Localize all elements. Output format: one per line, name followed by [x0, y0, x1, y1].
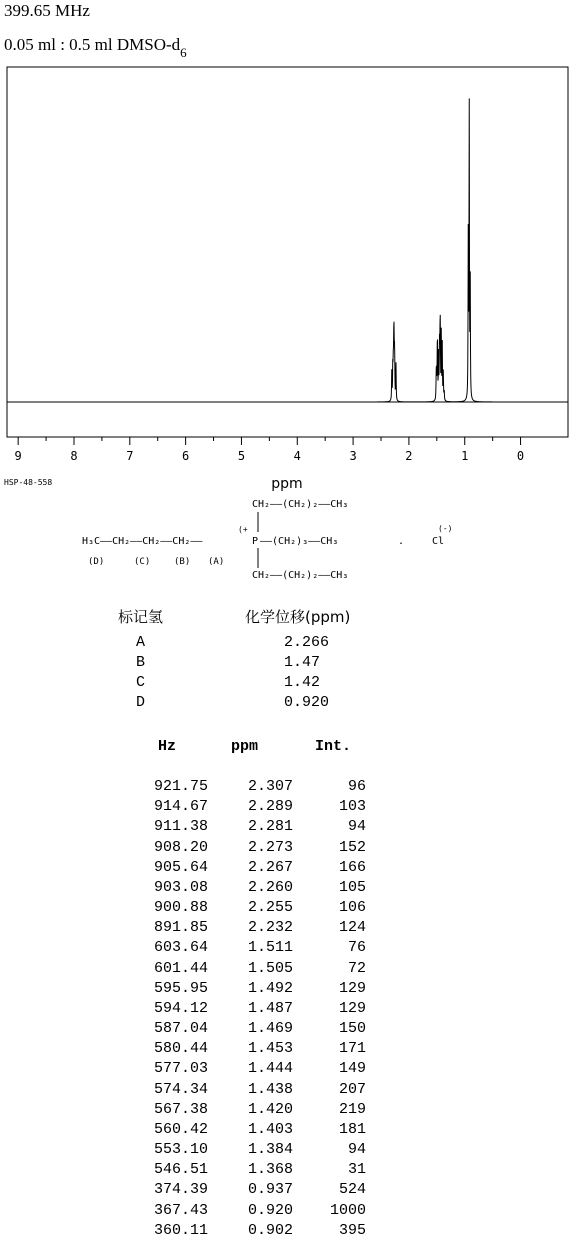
int-value: 1000 [329, 1201, 366, 1219]
table-row [140, 798, 380, 818]
table-row [140, 1101, 380, 1121]
hz-value: 921.75 [153, 778, 208, 795]
label-c: (C) [134, 557, 151, 567]
label-d: (D) [88, 557, 105, 567]
x-tick-label: 6 [182, 449, 190, 463]
table-row [140, 1081, 380, 1101]
hz-value: 903.08 [153, 878, 208, 896]
table-row [140, 980, 380, 1000]
ppm-value: 0.920 [247, 1201, 293, 1219]
x-axis-label: ppm [271, 476, 303, 492]
phosphorus: P [252, 536, 259, 547]
int-value: 76 [347, 939, 366, 957]
charge-plus: (+ [238, 525, 248, 534]
assignment-row [118, 694, 398, 714]
assignment-label: B [136, 654, 146, 671]
x-tick-label: 4 [293, 449, 301, 463]
int-value: 395 [338, 1221, 366, 1239]
top-chain: CH₂——(CH₂)₂——CH₃ [252, 499, 349, 510]
col-shift-header: 化学位移(ppm) [245, 608, 351, 626]
ppm-value: 1.505 [247, 959, 293, 977]
x-tick-label: 9 [14, 449, 22, 463]
ppm-value: 1.420 [247, 1100, 293, 1118]
table-row [140, 939, 380, 959]
assignment-row [118, 634, 398, 654]
ppm-value: 1.438 [247, 1080, 293, 1098]
int-value: 106 [338, 899, 366, 917]
hz-value: 914.67 [153, 798, 208, 816]
int-value: 105 [338, 878, 366, 896]
mid-chain: ——(CH₂)₃——CH₃ [260, 536, 339, 547]
ppm-value: 2.255 [247, 899, 293, 917]
table-row [140, 1060, 380, 1080]
x-tick-label: 0 [516, 449, 525, 463]
table-row [140, 818, 380, 838]
ppm-value: 2.260 [247, 878, 293, 896]
hz-value: 567.38 [153, 1100, 208, 1118]
int-value: 219 [338, 1100, 366, 1118]
hz-value: 553.10 [153, 1141, 208, 1159]
ppm-value: 2.307 [247, 778, 293, 795]
int-value: 94 [347, 1141, 366, 1159]
assignment-label: A [136, 634, 146, 651]
int-value: 149 [338, 1060, 366, 1078]
assignment-rows [118, 634, 398, 714]
hz-value: 603.64 [153, 939, 208, 957]
hz-value: 587.04 [153, 1020, 208, 1038]
label-b: (B) [174, 557, 191, 567]
int-value: 171 [338, 1040, 366, 1058]
table-row [140, 1020, 380, 1040]
table-row [140, 1202, 380, 1222]
table-row [140, 778, 380, 798]
table-row [140, 1181, 380, 1201]
hz-value: 546.51 [153, 1161, 208, 1179]
int-value: 94 [347, 818, 366, 836]
ppm-value: 0.902 [247, 1221, 293, 1239]
ppm-value: 2.289 [247, 798, 293, 816]
int-value: 129 [338, 979, 366, 997]
assignment-header [118, 604, 398, 634]
x-tick-label: 8 [70, 449, 78, 463]
hz-value: 891.85 [153, 919, 208, 937]
assignment-shift: 0.920 [284, 694, 330, 711]
chloride: Cl [432, 536, 445, 547]
assignment-label: D [136, 694, 146, 711]
ppm-value: 1.384 [247, 1141, 293, 1159]
assignment-shift: 1.42 [284, 674, 321, 691]
ppm-value: 1.444 [247, 1060, 293, 1078]
table-row [140, 1222, 380, 1242]
assignment-shift: 2.266 [284, 634, 330, 651]
int-value: 166 [338, 858, 366, 876]
structure-diagram [80, 494, 480, 586]
table-row [140, 1000, 380, 1020]
ppm-value: 2.281 [247, 818, 293, 836]
table-row [140, 1121, 380, 1141]
ppm-value: 1.511 [247, 939, 293, 957]
ppm-value: 1.487 [247, 999, 293, 1017]
assignment-row [118, 674, 398, 694]
hz-value: 577.03 [153, 1060, 208, 1078]
peak-table-rows [140, 778, 380, 1242]
table-row [140, 859, 380, 879]
int-value: 103 [338, 798, 366, 816]
int-value: 124 [338, 919, 366, 937]
hz-value: 580.44 [153, 1040, 208, 1058]
table-row [140, 899, 380, 919]
ppm-value: 1.403 [247, 1120, 293, 1138]
table-row [140, 839, 380, 859]
assignment-shift: 1.47 [284, 654, 321, 671]
ppm-value: 1.453 [247, 1040, 293, 1058]
solvent-label [4, 35, 187, 61]
x-tick-label: 3 [349, 449, 357, 463]
assignment-label: C [136, 674, 146, 691]
assignment-table [118, 604, 398, 714]
int-header: Int. [315, 738, 352, 755]
hz-value: 908.20 [153, 838, 208, 856]
hz-value: 900.88 [153, 899, 208, 917]
table-row [140, 879, 380, 899]
int-value: 152 [338, 838, 366, 856]
hz-value: 574.34 [153, 1080, 208, 1098]
hz-value: 374.39 [153, 1181, 208, 1199]
hz-value: 594.12 [153, 999, 208, 1017]
ppm-value: 0.937 [247, 1181, 293, 1199]
table-row [140, 1161, 380, 1181]
hz-header: Hz [158, 738, 177, 755]
label-a: (A) [208, 557, 225, 567]
hz-value: 360.11 [153, 1221, 208, 1239]
table-row [140, 1141, 380, 1161]
table-row [140, 919, 380, 939]
hz-value: 601.44 [153, 959, 208, 977]
int-value: 181 [338, 1120, 366, 1138]
bot-chain: CH₂——(CH₂)₂——CH₃ [252, 570, 349, 581]
hz-value: 367.43 [153, 1201, 208, 1219]
int-value: 150 [338, 1020, 366, 1038]
solvent-text: 0.05 ml : 0.5 ml DMSO-d [4, 35, 181, 54]
left-chain: H₃C——CH₂——CH₂——CH₂—— [82, 536, 203, 547]
ppm-value: 1.368 [247, 1161, 293, 1179]
ppm-value: 2.232 [247, 919, 293, 937]
plot-frame [7, 67, 568, 437]
charge-minus: (-) [438, 524, 453, 533]
hz-value: 595.95 [153, 979, 208, 997]
hz-value: 560.42 [153, 1120, 208, 1138]
int-value: 524 [338, 1181, 366, 1199]
assignment-row [118, 654, 398, 674]
table-row [140, 1040, 380, 1060]
ppm-value: 2.273 [247, 838, 293, 856]
int-value: 31 [347, 1161, 366, 1179]
hz-value: 911.38 [153, 818, 208, 836]
x-tick-label: 7 [126, 449, 134, 463]
col-label-header: 标记氢 [118, 608, 164, 626]
x-axis-ticks [15, 437, 525, 463]
ppm-header: ppm [231, 738, 259, 755]
int-value: 96 [347, 778, 366, 795]
int-value: 129 [338, 999, 366, 1017]
peak-table [140, 738, 380, 1242]
peak-table-header [140, 738, 380, 778]
x-tick-label: 1 [461, 449, 469, 463]
spectrum-code: HSP-48-558 [4, 478, 53, 487]
int-value: 72 [347, 959, 366, 977]
ppm-value: 1.469 [247, 1020, 293, 1038]
ppm-value: 2.267 [247, 858, 293, 876]
table-row [140, 960, 380, 980]
int-value: 207 [338, 1080, 366, 1098]
x-tick-label: 5 [237, 449, 246, 463]
dot: . [398, 536, 405, 547]
x-tick-label: 2 [405, 449, 413, 463]
spectrum-line [8, 98, 567, 402]
solvent-subscript: 6 [180, 45, 187, 60]
frequency-label: 399.65 MHz [4, 1, 90, 20]
ppm-value: 1.492 [247, 979, 293, 997]
hz-value: 905.64 [153, 858, 208, 876]
